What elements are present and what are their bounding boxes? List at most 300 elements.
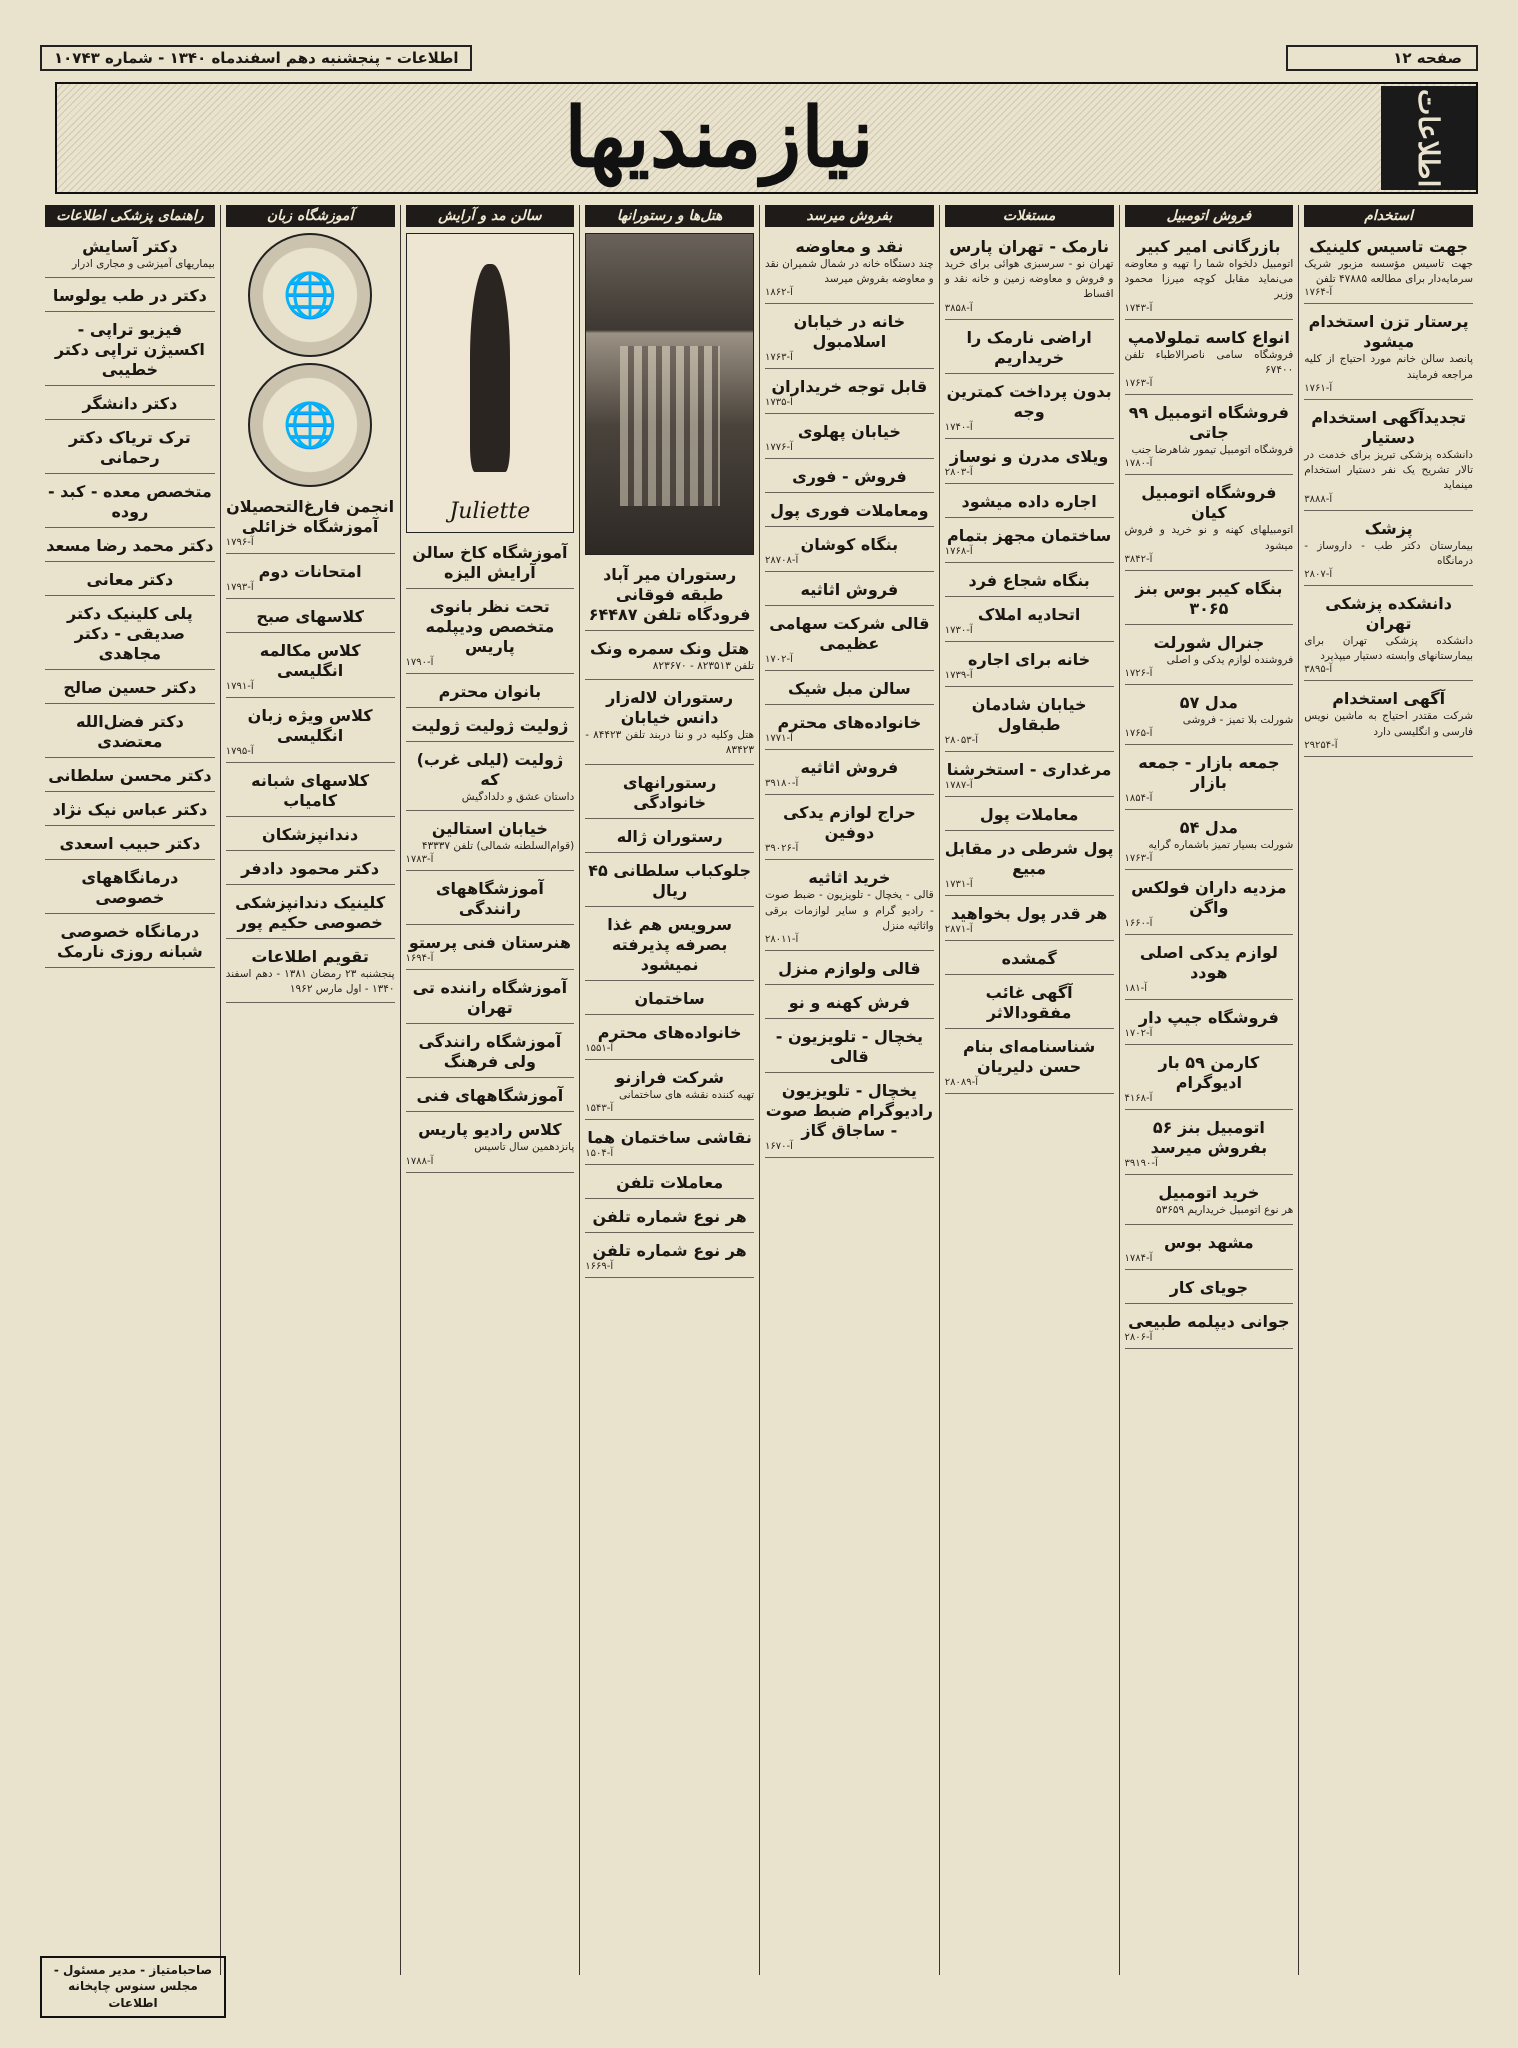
classified-ad — [585, 769, 754, 819]
ad-reference: آ-۱۷۳۰ — [944, 624, 973, 636]
ad-title: کلاسهای صبح — [256, 607, 364, 626]
ad-reference: آ-۱۷۳۱ — [944, 878, 973, 890]
ad-reference: آ-۲۸۰۸۹ — [944, 1076, 978, 1088]
ad-reference: آ-۱۷۸۰ — [1124, 458, 1153, 470]
classified-column — [759, 205, 939, 1975]
classified-ad — [406, 539, 575, 589]
classified-ad — [945, 522, 1114, 563]
classified-ad — [406, 1082, 575, 1112]
classified-ad — [945, 691, 1114, 752]
ad-reference: آ-۱۸۱ — [1124, 983, 1148, 995]
classified-ad — [1125, 1229, 1294, 1270]
ad-reference: آ-۱۷۶۳ — [1124, 853, 1153, 865]
column-heading: مستغلات — [945, 205, 1114, 227]
ad-title: تحت نظر بانوی متخصص ودیپلمه پاریس — [425, 597, 555, 656]
masthead-title: نیازمندیها — [564, 90, 874, 186]
ad-title: خانه برای اجاره — [968, 649, 1091, 669]
ad-title: جوانی دیپلمه طبیعی — [1128, 1311, 1290, 1331]
classified-ad — [226, 493, 395, 554]
school-globe-logo: 🌐 — [248, 233, 372, 357]
classified-ad — [406, 746, 575, 811]
classified-ad — [1125, 233, 1294, 320]
ad-title: رستوران ژاله — [616, 826, 723, 846]
ad-body: قالی - یخچال - تلویزیون - ضبط صوت - رادیو گرام و سایر لوازمات برقی واثاثیه منزل — [765, 889, 934, 932]
classified-ad — [226, 767, 395, 817]
classified-ad — [45, 233, 215, 278]
masthead — [55, 82, 1478, 194]
classified-ad — [45, 316, 215, 386]
classified-ad — [765, 308, 934, 369]
ad-title: خیابان شادمان طبقاول — [971, 694, 1087, 734]
ad-body: پنجشنبه ۲۳ رمضان ۱۳۸۱ - دهم اسفند ۱۳۴۰ - اول مارس ۱۹۶۲ — [225, 968, 395, 996]
classified-ad — [406, 875, 575, 925]
classified-ad — [945, 601, 1114, 642]
ad-title: بنگاه کوشان — [800, 535, 899, 555]
ad-body: شورلت بسیار تمیز باشماره گرایه — [1148, 839, 1294, 852]
classified-ad — [945, 378, 1114, 439]
ad-reference: آ-۱۶۹۴ — [405, 953, 434, 965]
ad-body: بیمارستان دکتر طب - داروساز - درمانگاه — [1304, 539, 1473, 567]
ad-body: اتومبیلهای کهنه و نو خرید و فروش میشود — [1124, 524, 1294, 552]
ad-title: دکتر در طب یولوسا — [52, 286, 207, 306]
ad-reference: آ-۱۷۰۲ — [765, 654, 793, 666]
ad-title: جنرال شورلت — [1153, 632, 1265, 652]
ad-title: هر قدر پول بخواهید — [950, 903, 1108, 923]
ad-title: یخچال - تلویزیون رادیوگرام ضبط صوت - ساجاق گاز — [765, 1081, 933, 1141]
ad-title: یخچال - تلویزیون - قالی — [775, 1027, 923, 1067]
top-strip — [40, 40, 1478, 76]
ad-reference: آ-۱۷۰۲ — [1124, 1028, 1153, 1040]
building-photo — [585, 233, 754, 555]
classified-ad — [585, 1064, 754, 1120]
classified-ad — [585, 561, 754, 631]
ad-title: جلوکباب سلطانی ۴۵ ریال — [588, 860, 751, 900]
column-heading: فروش اتومبیل — [1125, 205, 1294, 227]
classified-ad — [45, 424, 215, 474]
classified-ad — [406, 712, 575, 742]
ad-title: کلاس ویژه زبان انگلیسی — [247, 706, 373, 745]
classified-ad — [45, 566, 215, 596]
ad-reference: آ-۱۷۹۶ — [225, 537, 254, 548]
classified-ad — [1125, 1179, 1294, 1224]
classified-column — [220, 205, 400, 1975]
ad-reference: آ-۳۸۸۸ — [1304, 493, 1333, 505]
ad-body: دانشکده پزشکی تبریز برای خدمت در تالار تشریح یک نفر دستیار استخدام مینماید — [1304, 448, 1473, 492]
ad-reference: آ-۱۶۶۰ — [1124, 918, 1153, 930]
classified-ad — [45, 390, 215, 420]
ad-title: شناسنامه‌ای بنام حسن دلیریان — [963, 1036, 1096, 1076]
classified-ad — [226, 943, 395, 1003]
ad-title: خیابان استالین — [431, 819, 548, 839]
ad-reference: آ-۱۵۰۴ — [585, 1147, 614, 1159]
ad-reference: آ-۱۸۶۲ — [765, 287, 793, 299]
classified-ad — [1125, 479, 1294, 570]
ad-title: دکتر فضل‌الله معتضدی — [75, 712, 184, 752]
classified-ad — [45, 600, 215, 670]
classified-column — [1119, 205, 1299, 1975]
classified-ad — [1304, 308, 1473, 399]
ad-reference: آ-۱۶۶۹ — [585, 1260, 614, 1272]
classified-ad — [45, 532, 215, 562]
classified-ad — [1304, 590, 1473, 681]
ad-reference: آ-۱۷۴۳ — [1124, 302, 1153, 314]
classified-ad — [1125, 1274, 1294, 1304]
ad-title: نقاشی ساختمان هما — [587, 1127, 752, 1147]
classified-ad — [226, 558, 395, 599]
ad-title: ترک تریاک دکتر رحمانی — [68, 428, 191, 468]
ad-title: حراج لوازم یدکی دوفین — [782, 803, 916, 843]
classified-ad — [1125, 1308, 1294, 1349]
ad-reference: آ-۳۸۵۸ — [944, 302, 973, 314]
ad-title: آموزشگاه رانندگی ولی فرهنگ — [418, 1032, 562, 1072]
ad-body: شرکت مقتدر احتیاج به ماشین نویس فارسی و انگلیسی دارد — [1304, 710, 1473, 738]
ad-reference: آ-۳۹۰۲۶ — [765, 843, 799, 855]
classified-ad — [1304, 685, 1473, 756]
ad-reference: آ-۱۷۸۴ — [1124, 1252, 1153, 1264]
ad-title: مرغداری - استخرشنا — [946, 759, 1112, 779]
classified-ad — [1304, 233, 1473, 304]
classified-ad — [765, 955, 934, 985]
classified-columns — [40, 205, 1478, 1975]
classified-ad — [1304, 404, 1473, 511]
classified-ad — [945, 945, 1114, 975]
ad-title: کلاسهای شبانه کامیاب — [251, 771, 370, 810]
ad-title: سالن مبل شیک — [788, 679, 911, 699]
ad-title: آموزشگاه کاخ سالن آرایش الیزه — [412, 543, 568, 582]
fashion-illustration: Juliette — [406, 233, 575, 533]
classified-ad — [45, 762, 215, 792]
ad-title: آگهی غائب مفقودالاثر — [985, 982, 1073, 1022]
ad-title: ساختمان مجهز بتمام — [946, 525, 1112, 545]
classified-ad — [45, 282, 215, 312]
masthead-brand: اطلاعات — [1381, 86, 1476, 190]
ad-title: کلینیک دندانپزشکی خصوصی حکیم پور — [235, 893, 386, 932]
ad-body: پانصد سالن خانم مورد احتیاج از کلیه مراجعه فرمایند — [1304, 353, 1473, 381]
classified-ad — [45, 674, 215, 704]
ad-title: فروشگاه اتومبیل ۹۹ جاتی — [1128, 403, 1290, 443]
classified-ad — [945, 324, 1114, 374]
classified-ad — [45, 830, 215, 860]
classified-ad — [1125, 1004, 1294, 1045]
ad-reference: آ-۴۱۶۸ — [1124, 1093, 1153, 1105]
classified-ad — [765, 531, 934, 572]
ad-reference: آ-۱۷۷۶ — [765, 442, 793, 454]
ad-reference: آ-۱۷۶۸ — [944, 545, 973, 557]
classified-ad — [226, 855, 395, 885]
classified-ad — [765, 754, 934, 795]
classified-ad — [1125, 814, 1294, 870]
ad-title: انواع کاسه تملولامپ — [1127, 327, 1290, 347]
classified-ad — [1125, 629, 1294, 685]
ad-reference: آ-۱۷۸۷ — [944, 779, 973, 791]
ad-reference: آ-۱۷۶۱ — [1304, 382, 1333, 394]
classified-ad — [945, 835, 1114, 896]
classified-ad — [765, 864, 934, 951]
ad-title: خانواده‌های محترم — [597, 1022, 742, 1042]
ad-title: مشهد بوس — [1164, 1232, 1254, 1252]
classified-ad — [945, 979, 1114, 1029]
column-heading: استخدام — [1304, 205, 1473, 227]
ad-reference: آ-۱۵۵۱ — [585, 1042, 614, 1054]
classified-ad — [945, 233, 1114, 320]
ad-title: نارمک - تهران پارس — [949, 237, 1110, 256]
ad-title: کلاس مکالمه انگلیسی — [259, 641, 361, 680]
classified-ad — [45, 796, 215, 826]
footer-note: صاحبامتیاز - مدیر مسئول - مجلس سنوس چاپخانه اطلاعات — [40, 1956, 226, 2018]
ad-reference: آ-۱۷۶۵ — [1124, 728, 1153, 740]
school-globe-logo: 🌐 — [248, 363, 372, 487]
ad-reference: آ-۲۸۰۱۱ — [765, 934, 799, 946]
ad-title: خانه در خیابان اسلامبول — [793, 312, 906, 352]
classified-ad — [406, 678, 575, 708]
ad-title: دکتر معانی — [86, 570, 174, 590]
classified-ad — [585, 1237, 754, 1278]
ad-title: دکتر آسایش — [82, 237, 178, 256]
ad-title: آموزشگاههای رانندگی — [435, 879, 544, 919]
column-heading: بفروش میرسد — [765, 205, 934, 227]
ad-body: بیماریهای آمیزشی و مجاری ادرار — [72, 258, 215, 270]
ad-title: مزدیه داران فولکس واگن — [1131, 878, 1287, 918]
ad-title: مدل ۵۷ — [1179, 692, 1238, 712]
ad-title: نقد و معاوضه — [795, 237, 904, 256]
ad-title: بازرگانی امیر کبیر — [1137, 237, 1281, 256]
ad-title: دکتر حسین صالح — [63, 678, 197, 698]
ad-title: شرکت فرازنو — [615, 1067, 724, 1087]
ad-title: رستوران میر آباد طبقه فوقانی فرودگاه تلفن ۶۴۴۸۷ — [588, 565, 751, 624]
ad-title: پول شرطی در مقابل مبیع — [944, 838, 1114, 878]
ad-title: رستوران لاله‌زار دانس خیابان — [606, 688, 734, 728]
ad-reference: آ-۲۸۰۵۳ — [944, 734, 978, 746]
ad-reference: آ-۱۷۳۹ — [944, 669, 973, 681]
classified-ad — [45, 864, 215, 914]
classified-ad — [765, 418, 934, 459]
ad-title: ژولیت (لیلی غرب) که — [416, 750, 564, 789]
classified-ad — [585, 635, 754, 680]
ad-reference: آ-۱۷۹۳ — [225, 582, 254, 593]
ad-title: سرویس هم غذا بصرفه پذیرفته نمیشود — [607, 914, 732, 974]
ad-body: تهیه کننده نقشه های ساختمانی — [618, 1088, 754, 1101]
ad-reference: آ-۱۷۷۱ — [765, 733, 793, 745]
column-heading: هتل‌ها و رستورانها — [585, 205, 754, 227]
classified-ad — [765, 799, 934, 860]
ad-title: درمانگاههای خصوصی — [81, 868, 179, 908]
classified-ad — [945, 1033, 1114, 1094]
ad-title: دکتر محسن سلطانی — [48, 766, 212, 786]
classified-ad — [585, 985, 754, 1015]
ad-reference: آ-۱۵۴۳ — [585, 1102, 614, 1114]
ad-reference: آ-۱۷۸۳ — [405, 854, 434, 866]
ad-reference: آ-۱۷۴۰ — [944, 421, 973, 433]
ad-reference: آ-۲۸۰۳ — [944, 466, 973, 478]
ad-title: معاملات تلفن — [616, 1172, 724, 1192]
ad-reference: آ-۱۶۷۰ — [765, 1141, 793, 1153]
classified-ad — [585, 1169, 754, 1199]
ad-reference: آ-۳۸۴۲ — [1124, 553, 1153, 565]
ad-title: درمانگاه خصوصی شبانه روزی نارمک — [57, 922, 203, 962]
classified-ad — [226, 821, 395, 851]
classified-ad — [406, 815, 575, 871]
classified-ad — [1125, 939, 1294, 1000]
ad-reference: آ-۱۷۲۶ — [1124, 667, 1153, 679]
ad-title: کارمن ۵۹ بار ادیوگرام — [1158, 1053, 1260, 1093]
ad-reference: آ-۳۸۹۵ — [1304, 664, 1333, 676]
ad-reference: آ-۲۸۰۷ — [1304, 568, 1333, 580]
ad-title: بنگاه شجاع فرد — [968, 570, 1090, 590]
ad-title: بنگاه کیبر بوس بنز ۳۰۶۵ — [1135, 578, 1283, 618]
classified-ad — [1125, 749, 1294, 810]
ad-title: دکتر دانشگر — [82, 394, 178, 414]
classified-ad — [945, 900, 1114, 941]
ad-title: فروش اثاثیه — [800, 758, 899, 778]
ad-body: پانزدهمین سال تاسیس — [474, 1141, 575, 1154]
ad-body: (قوام‌السلطنه شمالی) تلفن ۴۳۳۳۷ — [421, 840, 575, 853]
classified-ad — [45, 708, 215, 758]
classified-ad — [1125, 575, 1294, 625]
ad-title: ژولیت ژولیت ژولیت — [411, 716, 569, 735]
ad-title: انجمن فارغ‌التحصیلان آموزشگاه خزائلی — [226, 497, 395, 536]
column-heading: آموزشگاه زبان — [226, 205, 395, 227]
ad-title: امتحانات دوم — [258, 562, 362, 581]
ad-title: ومعاملات فوری پول — [770, 501, 929, 521]
ad-title: دانشکده پزشکی تهران — [1325, 593, 1452, 633]
ad-body: هتل وکلیه در و ننا دربند تلفن ۸۴۴۲۳ - ۸۳۴۲۳ — [585, 729, 754, 757]
ad-title: تجدیدآگهی استخدام دستیار — [1311, 407, 1467, 447]
ad-title: اتومبیل بنز ۵۶ بفروش میرسد — [1150, 1118, 1268, 1158]
ad-reference: آ-۱۷۹۱ — [225, 681, 254, 692]
classified-ad — [1304, 515, 1473, 586]
ad-title: فرش کهنه و نو — [788, 993, 911, 1013]
ad-title: معاملات پول — [979, 804, 1079, 824]
ad-title: جمعه بازار - جمعه بازار — [1138, 753, 1280, 793]
classified-ad — [406, 593, 575, 674]
ad-reference: آ-۱۷۳۵ — [765, 397, 793, 409]
classified-ad — [945, 646, 1114, 687]
classified-ad — [765, 373, 934, 414]
classified-ad — [765, 1023, 934, 1073]
ad-title: قالی شرکت سهامی عظیمی — [769, 614, 930, 654]
ad-title: اتحادیه املاک — [977, 604, 1081, 624]
ad-reference: آ-۱۷۹۵ — [225, 746, 254, 757]
classified-ad — [226, 603, 395, 633]
ad-title: آموزشگاههای فنی — [416, 1086, 564, 1106]
ad-reference: آ-۱۷۶۳ — [765, 352, 793, 364]
ad-title: هنرستان فنی پرستو — [408, 933, 571, 953]
ad-reference: آ-۳۹۱۹۰ — [1124, 1158, 1158, 1170]
ad-title: هتل ونک سمره ونک — [590, 639, 750, 658]
classified-column — [579, 205, 759, 1975]
ad-reference: آ-۱۸۵۴ — [1124, 793, 1153, 805]
classified-ad — [226, 637, 395, 698]
ad-body: جهت تاسیس مؤسسه مزبور شریک سرمایه‌دار برای مطالعه ۴۷۸۸۵ تلفن — [1304, 258, 1473, 286]
ad-body: تهران نو - سرسبزی هوائی برای خرید و فروش و معاوضه زمین و خانه نقد و اقساط — [944, 258, 1114, 301]
classified-ad — [765, 497, 934, 527]
classified-ad — [765, 1077, 934, 1158]
classified-ad — [1125, 1049, 1294, 1110]
ad-title: جویای کار — [1169, 1277, 1249, 1297]
classified-ad — [45, 918, 215, 968]
classified-ad — [765, 463, 934, 493]
ad-body: داستان عشق و دلدادگیش — [461, 791, 575, 803]
ad-title: دکتر عباس نیک نژاد — [52, 800, 208, 820]
ad-title: متخصص معده - کبد - روده — [47, 482, 212, 522]
classified-ad — [45, 478, 215, 528]
page-number: صفحه ۱۲ — [1286, 45, 1478, 71]
ad-title: آگهی استخدام — [1332, 689, 1446, 709]
ad-title: فیزیو تراپی - اکسیژن تراپی دکتر خطیبی — [54, 320, 205, 380]
classified-ad — [226, 889, 395, 939]
ad-reference: آ-۱۷۶۳ — [1124, 378, 1153, 390]
ad-reference: آ-۲۸۷۱ — [944, 923, 973, 935]
classified-ad — [406, 1116, 575, 1172]
ad-body: چند دستگاه خانه در شمال شمیران نقد و معاوضه بفروش میرسد — [765, 258, 934, 286]
ad-title: قابل توجه خریداران — [771, 377, 928, 397]
classified-ad — [945, 567, 1114, 597]
ad-title: هر نوع شماره تلفن — [592, 1206, 747, 1226]
ad-title: فروش - فوری — [792, 467, 907, 487]
ad-body: شورلت بلا تمیز - فروشی — [1182, 713, 1294, 726]
column-heading: راهنمای پزشکی اطلاعات — [45, 205, 215, 227]
classified-column — [1298, 205, 1478, 1975]
classified-ad — [1125, 874, 1294, 935]
ad-body: تلفن ۸۲۳۵۱۳ - ۸۲۳۶۷۰ — [652, 660, 754, 672]
ad-body: فروشنده لوازم یدکی و اصلی — [1166, 653, 1294, 666]
classified-ad — [226, 702, 395, 763]
classified-ad — [1125, 1114, 1294, 1175]
classified-ad — [765, 576, 934, 606]
classified-ad — [585, 857, 754, 907]
ad-title: پرستار تزن استخدام میشود — [1308, 312, 1469, 352]
classified-ad — [1125, 324, 1294, 395]
ad-body: فروشگاه سامی ناصرالاطباء تلفن ۶۷۴۰۰ — [1124, 348, 1294, 376]
ad-title: کلاس رادیو پاریس — [418, 1120, 562, 1140]
ad-reference: آ-۱۷۶۴ — [1304, 287, 1333, 299]
ad-title: اجاره داده میشود — [961, 491, 1097, 511]
ad-title: خرید اثاثیه — [808, 868, 891, 888]
classified-ad — [945, 488, 1114, 518]
classified-ad — [406, 929, 575, 970]
classified-ad — [765, 610, 934, 671]
ad-title: خرید اتومبیل — [1158, 1183, 1260, 1203]
classified-ad — [945, 801, 1114, 831]
classified-ad — [585, 1019, 754, 1060]
ad-reference: آ-۱۷۹۰ — [405, 657, 434, 668]
ad-title: دکتر حبیب اسعدی — [59, 834, 201, 854]
classified-ad — [585, 823, 754, 853]
ad-title: پلی کلینیک دکتر صدیقی - دکتر مجاهدی — [67, 604, 193, 664]
classified-ad — [585, 1124, 754, 1165]
ad-title: خانواده‌های محترم — [777, 713, 922, 733]
classified-ad — [585, 1203, 754, 1233]
classified-column — [40, 205, 220, 1975]
ad-title: دکتر محمود دادفر — [241, 859, 380, 878]
ad-title: آموزشگاه راننده تی تهران — [412, 978, 568, 1018]
ad-title: فروشگاه اتومبیل کیان — [1141, 483, 1277, 523]
ad-reference: آ-۲۸۰۶ — [1124, 1331, 1153, 1343]
ad-title: رستورانهای خانوادگی — [622, 772, 717, 812]
dateline: اطلاعات - پنجشنبه دهم اسفندماه ۱۳۴۰ - شماره ۱۰۷۴۳ — [40, 45, 472, 71]
classified-ad — [1125, 399, 1294, 475]
ad-title: اراضی نارمک را خریداریم — [966, 327, 1092, 367]
classified-ad — [945, 443, 1114, 484]
ad-title: دکتر محمد رضا مسعد — [46, 536, 214, 556]
ad-title: بدون پرداخت کمترین وجه — [946, 381, 1112, 421]
classified-ad — [585, 911, 754, 981]
classified-ad — [1125, 689, 1294, 745]
ad-reference: آ-۲۹۲۵۴ — [1304, 739, 1338, 751]
classified-ad — [765, 675, 934, 705]
ad-reference: آ-۱۷۸۸ — [405, 1155, 434, 1167]
ad-body: فروشگاه اتومبیل تیمور شاهرضا جنب — [1131, 444, 1294, 457]
